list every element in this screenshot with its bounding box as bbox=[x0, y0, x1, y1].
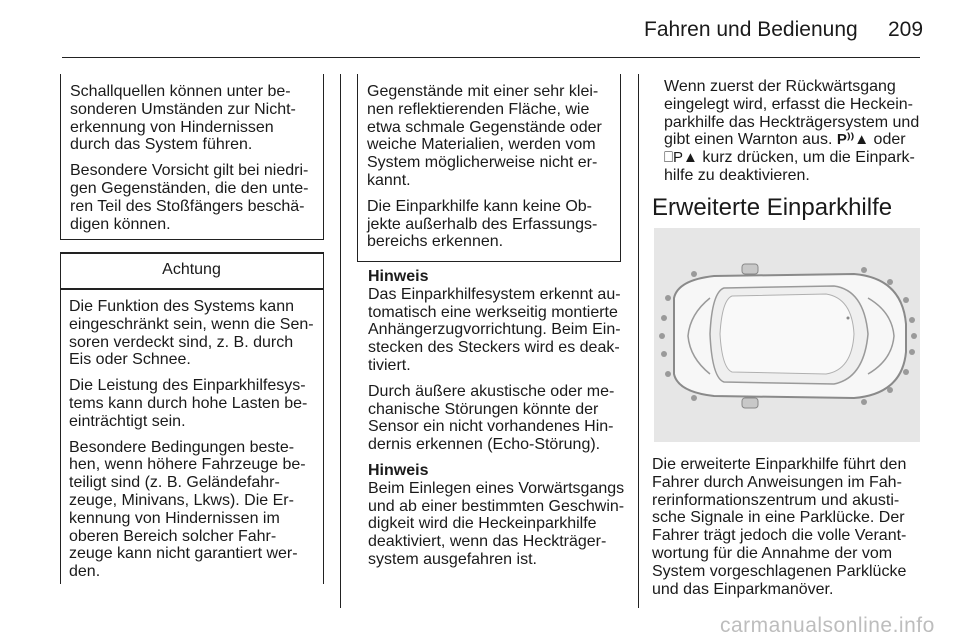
note-paragraph: Besondere Vorsicht gilt bei niedri-gen Gegenständen, die den unte-ren Teil des Stoßfängers beschä-digen können. bbox=[70, 162, 309, 233]
parking-assist-icon: P⁾⁾▲ bbox=[836, 131, 870, 149]
note-paragraph: Gegenstände mit einer sehr klei-nen reflektierenden Fläche, wie etwa schmale Gegenstände oder weiche Materialien, werden vom System möglicherweise nicht er-kannt. bbox=[367, 83, 602, 189]
body-paragraph: Durch äußere akustische oder me-chanische Störungen könnte der Sensor ein nicht vorhandenes Hin-dernis erkennen (Echo-Störung). bbox=[368, 382, 615, 454]
column-separator bbox=[638, 74, 639, 608]
column-right-lower-text bbox=[652, 456, 920, 598]
note-box-sound-sources bbox=[60, 74, 324, 240]
car-sensor-figure bbox=[654, 228, 920, 442]
hinweis-label: Hinweis bbox=[368, 268, 429, 285]
body-paragraph: Die erweiterte Einparkhilfe führt den Fahrer durch Anweisungen im Fah-rerinformationszentrum und akusti-sche Signale in eine Parklücke. Der Fahrer trägt jedoch die volle Verant-wortung für die Annahme der vom System vorgeschlagenen Parklücke und das Einparkmanöver. bbox=[652, 456, 907, 598]
warning-paragraph: Die Funktion des Systems kann eingeschränkt sein, wenn die Sen-soren verdeckt sind, z. B. durch Eis oder Schnee. bbox=[69, 298, 314, 369]
warning-title: Achtung bbox=[162, 261, 221, 278]
paragraph-text: Wenn zuerst der Rückwärtsgang eingelegt wird, erfasst die Heckein-parkhilfe das Heckträgersystem und gibt einen Warnton aus. bbox=[664, 78, 920, 149]
warning-paragraph: Die Leistung des Einparkhilfesys-tems kann durch hohe Lasten be-einträchtigt sein. bbox=[69, 377, 308, 430]
hinweis-label: Hinweis bbox=[368, 461, 429, 479]
page-number: 209 bbox=[888, 18, 924, 41]
paragraph-text: kurz drücken, um die Einpark-hilfe zu deaktivieren. bbox=[664, 149, 915, 184]
warning-box-achtung bbox=[60, 252, 324, 584]
paragraph-text: oder bbox=[873, 131, 906, 149]
warning-title-rule bbox=[60, 288, 324, 290]
column-middle-text bbox=[368, 268, 632, 569]
body-paragraph-deactivate bbox=[664, 78, 920, 185]
header-title: Fahren und Bedienung bbox=[644, 18, 858, 41]
note-paragraph: Schallquellen können unter be-sonderen Umständen zur Nicht-erkennung von Hindernissen durch das System führen. bbox=[70, 83, 296, 154]
header-rule bbox=[62, 57, 920, 58]
page-header bbox=[0, 0, 960, 62]
car-top-view-illustration bbox=[654, 228, 920, 442]
column-right-text bbox=[664, 78, 920, 185]
column-separator bbox=[340, 74, 341, 608]
section-title: Erweiterte Einparkhilfe bbox=[652, 194, 893, 221]
hinweis-text: Beim Einlegen eines Vorwärtsgangs und ab einer bestimmten Geschwin-digkeit wird die Heckeinparkhilfe deaktiviert, wenn das Heckträger-system ausgefahren ist. bbox=[368, 479, 625, 568]
note-paragraph: Die Einparkhilfe kann keine Ob-jekte außerhalb des Erfassungs-bereichs erkennen. bbox=[367, 197, 598, 251]
warning-body bbox=[69, 298, 319, 581]
warning-paragraph: Besondere Bedingungen beste-hen, wenn höhere Fahrzeuge be-teiligt sind (z. B. Geländefahr-zeuge, Minivans, Lkws). Die Er-kennung von Hindernissen im oberen Bereich solcher Fahr-zeuge kann nicht garantiert wer-den. bbox=[69, 438, 306, 581]
note-box-reflective-objects bbox=[357, 74, 621, 262]
hinweis-text: Das Einparkhilfesystem erkennt au-tomatisch eine werkseitig montierte Anhängerzugvorrichtung. Beim Ein-stecken des Steckers wird es deak-tiviert. bbox=[368, 285, 621, 374]
warning-box-top-rule bbox=[60, 252, 324, 254]
parking-button-icon: ⎕P▲ bbox=[664, 149, 698, 167]
watermark: carmanualsonline.info bbox=[720, 614, 935, 637]
